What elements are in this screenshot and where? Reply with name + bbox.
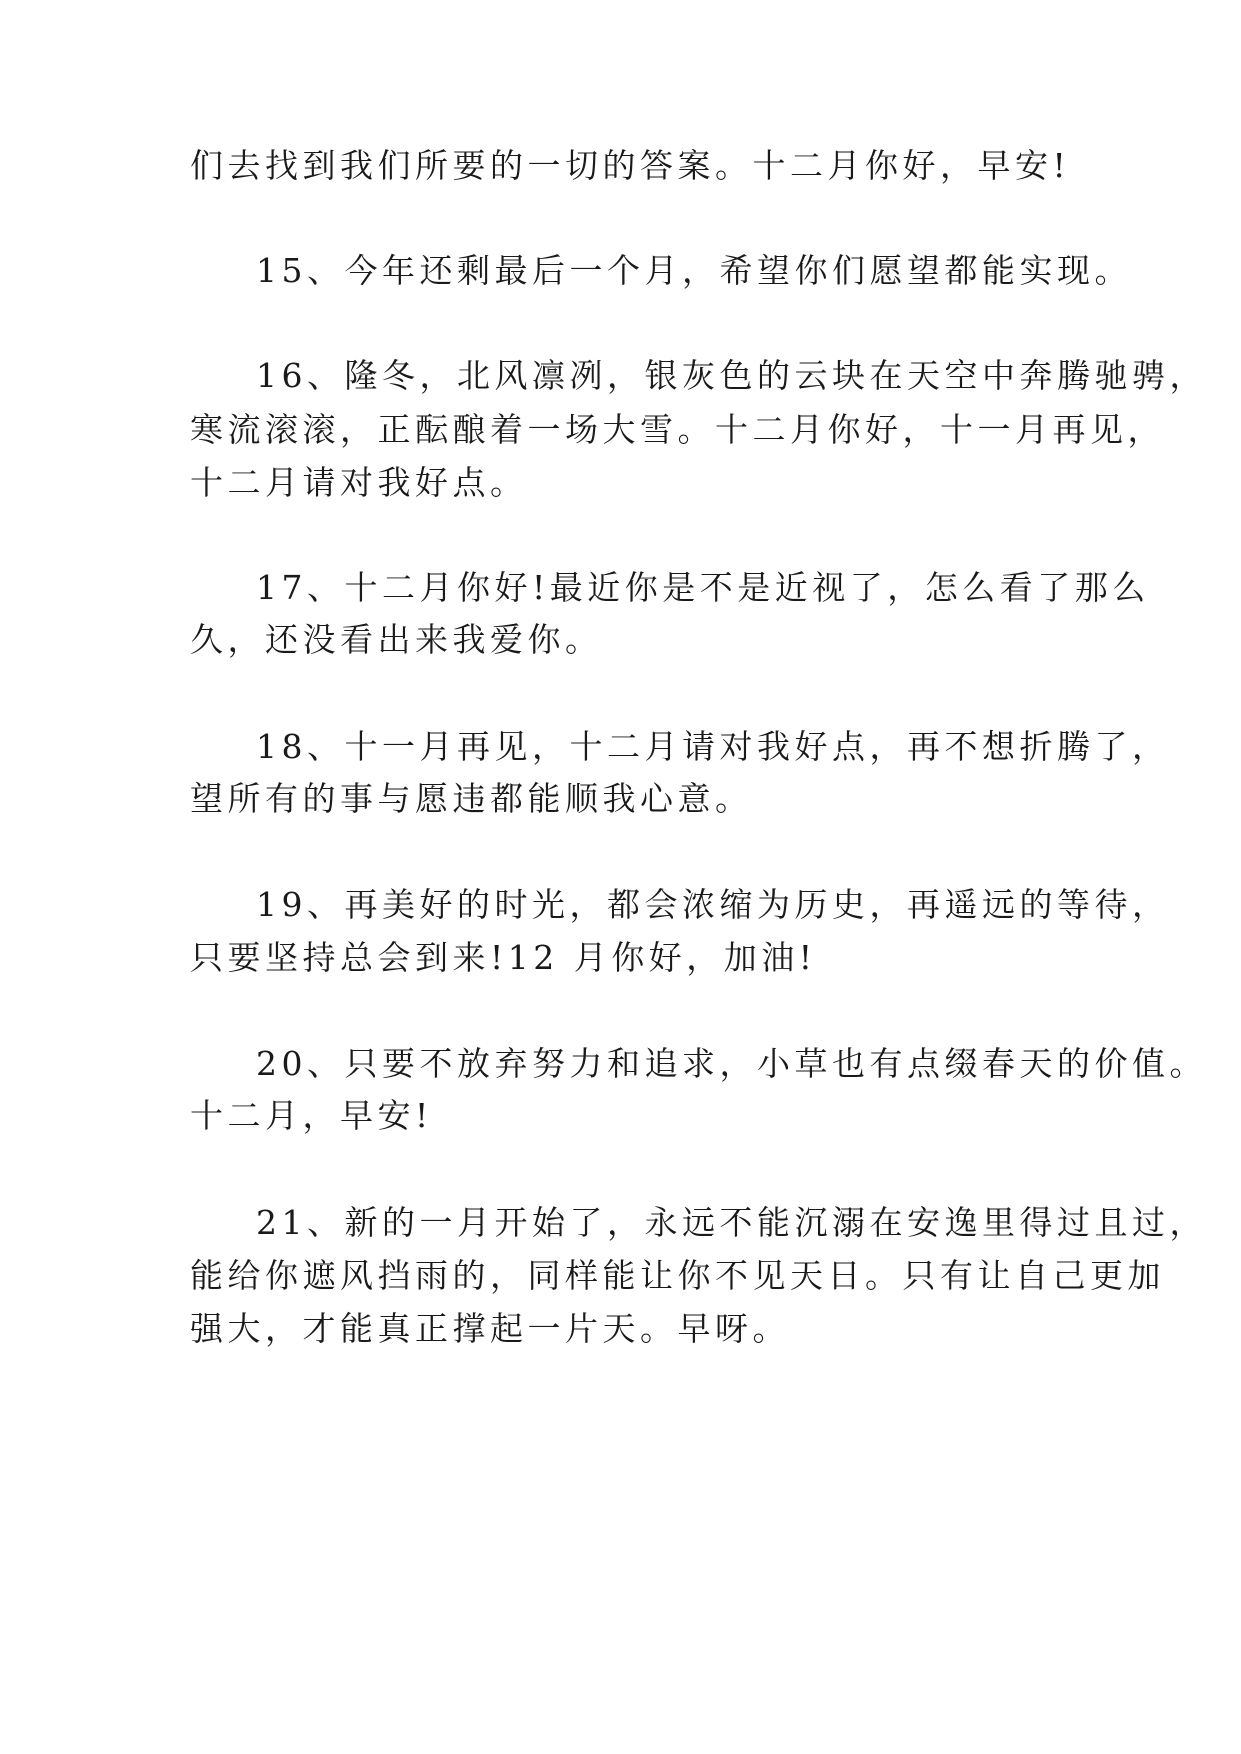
text-line: 21、新的一月开始了，永远不能沉溺在安逸里得过且过， (256, 1203, 1207, 1242)
text-line: 能给你遮风挡雨的，同样能让你不见天日。只有让自己更加 (190, 1256, 1165, 1295)
text-line: 们去找到我们所要的一切的答案。十二月你好，早安! (190, 146, 1071, 185)
text-line: 只要坚持总会到来!12 月你好，加油! (190, 938, 817, 977)
text-line: 十二月请对我好点。 (190, 463, 528, 502)
text-line: 十二月，早安! (190, 1096, 433, 1135)
text-line: 望所有的事与愿违都能顺我心意。 (190, 779, 753, 818)
text-line: 20、只要不放弃努力和追求，小草也有点缀春天的价值。 (256, 1044, 1207, 1083)
text-line: 强大，才能真正撑起一片天。早呀。 (190, 1309, 790, 1348)
text-line: 17、十二月你好!最近你是不是近视了，怎么看了那么 (256, 568, 1150, 607)
text-line: 15、今年还剩最后一个月，希望你们愿望都能实现。 (256, 251, 1132, 290)
text-line: 16、隆冬，北风凛冽，银灰色的云块在天空中奔腾驰骋， (256, 356, 1207, 395)
text-line: 19、再美好的时光，都会浓缩为历史，再遥远的等待， (256, 885, 1170, 924)
text-line: 18、十一月再见，十二月请对我好点，再不想折腾了， (256, 727, 1170, 766)
text-line: 久，还没看出来我爱你。 (190, 620, 603, 659)
text-line: 寒流滚滚，正酝酿着一场大雪。十二月你好，十一月再见， (190, 410, 1165, 449)
